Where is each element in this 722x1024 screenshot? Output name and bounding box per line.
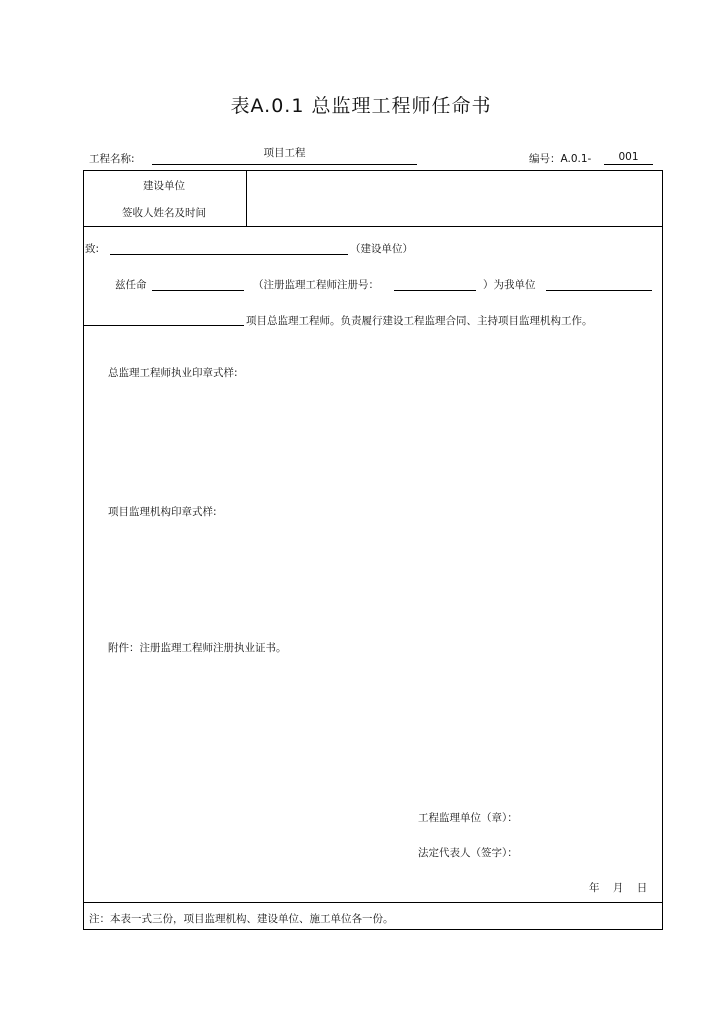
to-suffix: （建设单位）	[350, 243, 413, 255]
sign-box-bottom-rule	[84, 226, 662, 227]
project-name-underline	[152, 164, 417, 165]
date-label: 年 月 日	[589, 882, 648, 894]
chief-seal-label: 总监理工程师执业印章式样:	[108, 367, 238, 379]
reg-number-underline[interactable]	[394, 290, 476, 291]
project-name-value[interactable]: 项目工程	[263, 147, 306, 159]
reg-label: （注册监理工程师注册号：	[253, 279, 379, 291]
unit-seal-label: 工程监理单位（章）：	[418, 812, 518, 824]
duty-text: 项目总监理工程师。负责履行建设工程监理合同、主持项目监理机构工作。	[246, 315, 593, 327]
legal-rep-label: 法定代表人（签字）：	[418, 847, 518, 859]
note-row-rule	[84, 902, 662, 903]
attachment-text: 附件：注册监理工程师注册执业证书。	[108, 642, 287, 654]
code-value[interactable]: 001	[618, 151, 639, 163]
to-label: 致:	[85, 243, 100, 255]
reg-suffix: ）为我单位	[483, 279, 536, 291]
code-label: 编号：A.0.1-	[529, 153, 592, 165]
project-name-label: 工程名称:	[89, 153, 135, 165]
sign-box-field[interactable]	[246, 171, 662, 225]
org-seal-label: 项目监理机构印章式样:	[108, 506, 217, 518]
appoint-prefix: 兹任命	[115, 279, 147, 291]
unit-underline[interactable]	[546, 290, 652, 291]
project-underline[interactable]	[84, 325, 244, 326]
document-title: 表A.0.1 总监理工程师任命书	[230, 95, 492, 117]
sign-box-unit: 建设单位	[143, 180, 185, 192]
to-underline[interactable]	[110, 254, 348, 255]
appointee-underline[interactable]	[152, 290, 244, 291]
sign-box-signer: 签收人姓名及时间	[122, 207, 206, 219]
note-text: 注：本表一式三份，项目监理机构、建设单位、施工单位各一份。	[89, 913, 394, 925]
code-underline	[604, 164, 653, 165]
